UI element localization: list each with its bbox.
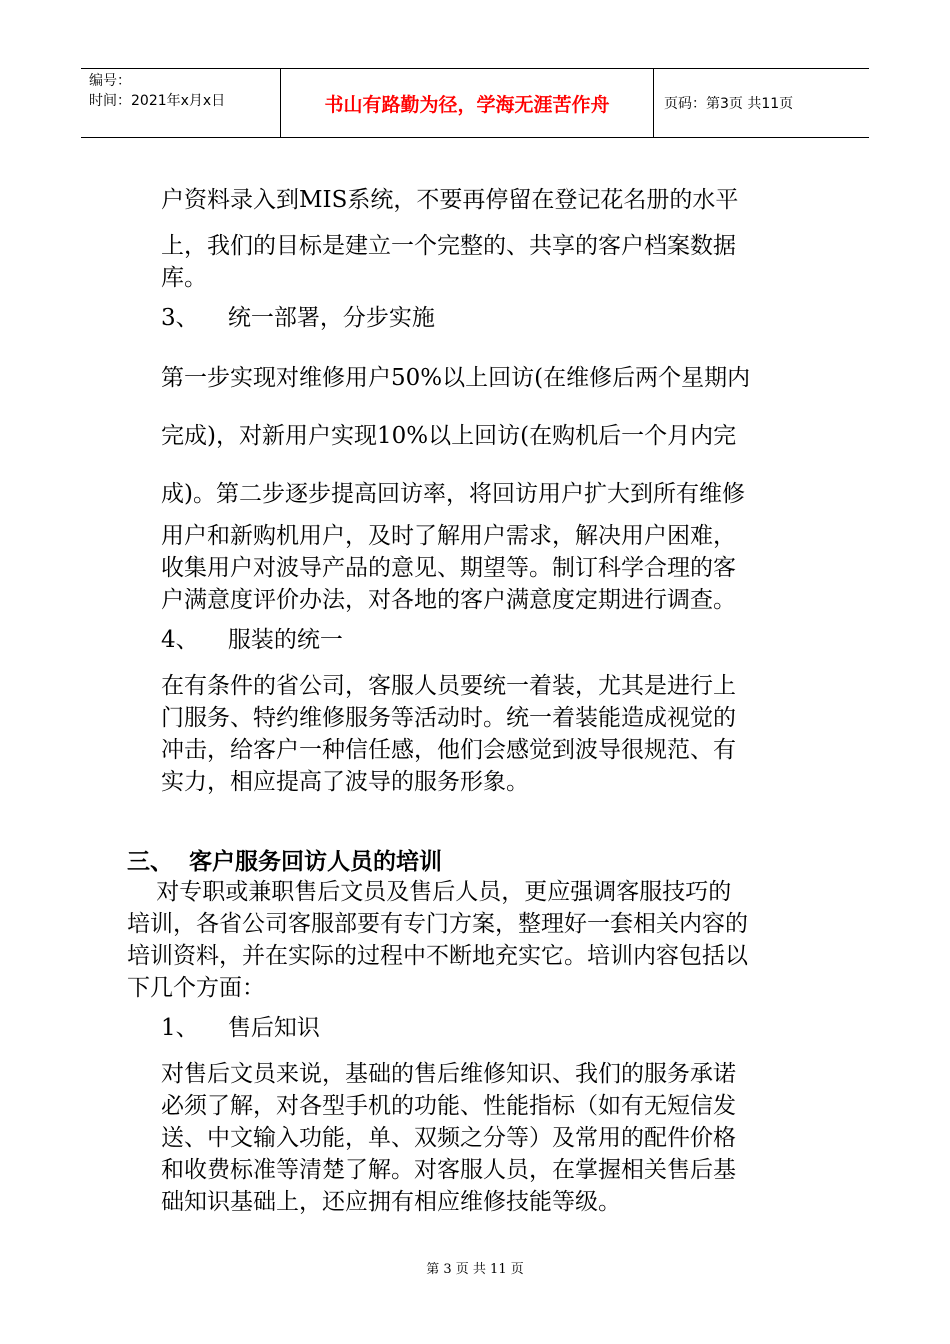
body-line: 冲击，给客户一种信任感，他们会感觉到波导很规范、有 [161, 737, 736, 763]
body-line: 上，我们的目标是建立一个完整的、共享的客户档案数据 [161, 233, 736, 259]
body-line: 成)。第二步逐步提高回访率，将回访用户扩大到所有维修 [161, 481, 745, 507]
header-motto: 书山有路勤为径，学海无涯苦作舟 [324, 93, 610, 116]
body-line: 户满意度评价办法，对各地的客户满意度定期进行调查。 [161, 587, 736, 613]
body-line: 础知识基础上，还应拥有相应维修技能等级。 [161, 1189, 621, 1215]
body-line: 送、中文输入功能，单、双频之分等）及常用的配件价格 [161, 1125, 736, 1151]
list-heading-4: 4、 服装的统一 [161, 627, 343, 653]
page-footer: 第 3 页 共 11 页 [426, 1262, 524, 1277]
header-meta [81, 69, 280, 137]
body-line: 对售后文员来说，基础的售后维修知识、我们的服务承诺 [161, 1061, 736, 1087]
body-line: 下几个方面： [127, 975, 265, 1001]
body-line: 户资料录入到MIS系统，不要再停留在登记花名册的水平 [161, 187, 739, 213]
page-header [81, 68, 869, 138]
body-line: 实力，相应提高了波导的服务形象。 [161, 769, 529, 795]
body-line: 在有条件的省公司，客服人员要统一着装，尤其是进行上 [161, 673, 736, 699]
body-line: 培训资料，并在实际的过程中不断地充实它。培训内容包括以 [127, 943, 748, 969]
list-heading-1: 1、 售后知识 [161, 1015, 320, 1041]
body-line: 必须了解，对各型手机的功能、性能指标（如有无短信发 [161, 1093, 736, 1119]
section-heading: 三、 客户服务回访人员的培训 [127, 849, 443, 875]
body-line: 用户和新购机用户，及时了解用户需求，解决用户困难， [161, 523, 736, 549]
body-line: 培训，各省公司客服部要有专门方案，整理好一套相关内容的 [127, 911, 748, 937]
body-line: 和收费标准等清楚了解。对客服人员，在掌握相关售后基 [161, 1157, 736, 1183]
number-label: 编号： [89, 73, 131, 89]
body-line: 库。 [161, 265, 207, 291]
body-line: 第一步实现对维修用户50%以上回访(在维修后两个星期内 [161, 365, 751, 391]
body-line: 门服务、特约维修服务等活动时。统一着装能造成视觉的 [161, 705, 736, 731]
time-label: 时间：2021年x月x日 [89, 93, 226, 109]
body-line: 收集用户对波导产品的意见、期望等。制订科学合理的客 [161, 555, 736, 581]
body-line: 对专职或兼职售后文员及售后人员，更应强调客服技巧的 [127, 879, 732, 905]
list-heading-3: 3、 统一部署，分步实施 [161, 305, 435, 331]
body-line: 完成)，对新用户实现10%以上回访(在购机后一个月内完 [161, 423, 737, 449]
header-divider [653, 69, 654, 137]
page-info: 页码：第3页 共11页 [664, 96, 794, 112]
